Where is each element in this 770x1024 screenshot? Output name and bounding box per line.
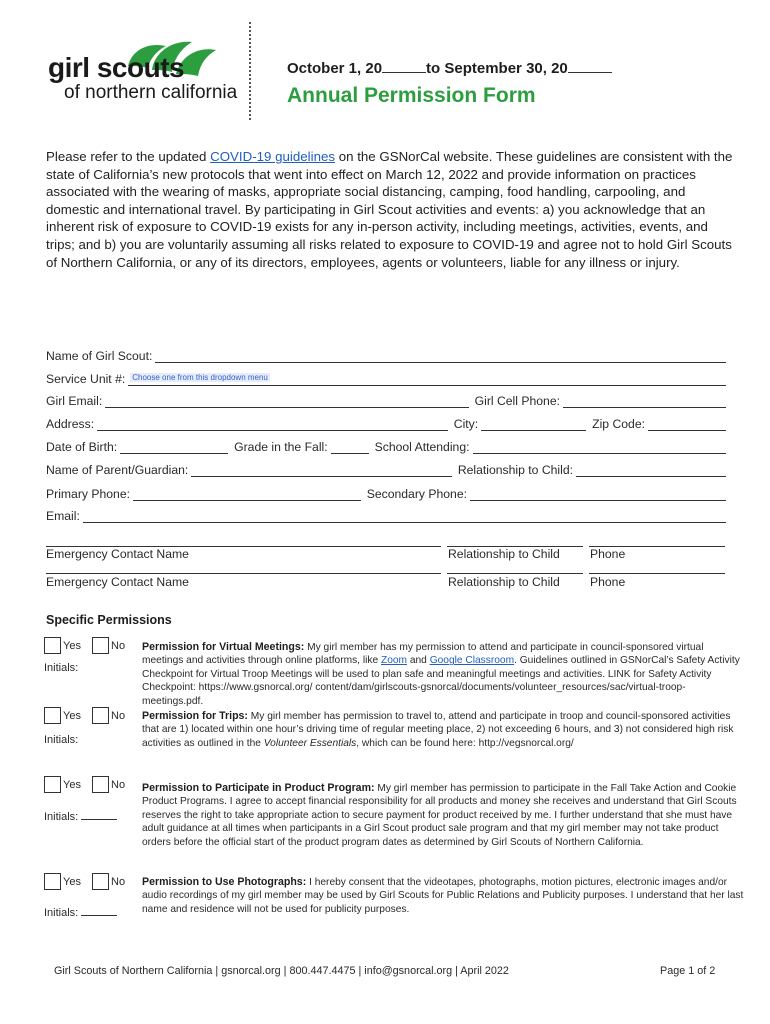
virtual-yes-label: Yes <box>63 640 81 652</box>
permission-photographs <box>142 876 746 916</box>
girl-cell-field[interactable] <box>563 395 726 408</box>
photos-initials-blank[interactable] <box>81 906 117 916</box>
row-service-unit <box>46 370 726 386</box>
virtual-initials-label: Initials: <box>44 662 79 674</box>
primary-phone-field[interactable] <box>133 488 361 501</box>
relationship-field[interactable] <box>576 464 726 477</box>
service-unit-dropdown[interactable] <box>128 372 726 386</box>
girl-name-field[interactable] <box>155 350 726 363</box>
date-start-label: October 1, 20 <box>287 60 383 77</box>
trips-initials[interactable] <box>44 734 78 746</box>
product-initials-blank[interactable] <box>81 810 117 820</box>
school-field[interactable] <box>473 441 727 454</box>
dob-field[interactable] <box>120 441 228 454</box>
email-label: Email: <box>46 509 80 523</box>
photos-no-checkbox[interactable] <box>92 873 109 890</box>
product-yes-checkbox[interactable] <box>44 776 61 793</box>
girl-email-label: Girl Email: <box>46 394 103 408</box>
form-title: Annual Permission Form <box>287 84 536 107</box>
product-no-label: No <box>111 779 126 791</box>
trips-yes-label: Yes <box>63 710 81 722</box>
address-label: Address: <box>46 417 95 431</box>
row-email <box>46 507 726 523</box>
city-label: City: <box>453 417 479 431</box>
row-parent <box>46 461 726 477</box>
virtual-title: Permission for Virtual Meetings: <box>142 641 305 653</box>
end-year-blank[interactable] <box>568 60 612 73</box>
gsnorcal-logo <box>48 36 238 106</box>
covid-notice <box>46 148 736 271</box>
grade-label: Grade in the Fall: <box>234 440 328 454</box>
virtual-text-a: My girl member has my permission to attend and participate in council-sponsored virtual meetings and activities through online platforms, like <box>142 642 704 667</box>
date-range <box>287 60 612 77</box>
virtual-initials[interactable] <box>44 662 78 674</box>
row-girl-contact <box>46 392 726 408</box>
trips-no-label: No <box>111 710 126 722</box>
zoom-link[interactable]: Zoom <box>380 655 408 667</box>
volunteer-essentials-ref: Volunteer Essentials <box>263 737 357 749</box>
row-address <box>46 415 726 431</box>
footer-contact: Girl Scouts of Northern California | gsnorcal.org | 800.447.4475 | info@gsnorcal.org | April 2022 <box>54 965 509 977</box>
trips-initials-label: Initials: <box>44 734 79 746</box>
row-birth-grade-school <box>46 438 726 454</box>
email-field[interactable] <box>83 510 726 523</box>
trips-text-b: , which can be found here: http://vegsnorcal.org/ <box>356 737 574 749</box>
relationship-label: Relationship to Child: <box>457 463 573 477</box>
secondary-phone-label: Secondary Phone: <box>366 487 467 501</box>
emergency-relationship-2-field[interactable] <box>447 573 583 574</box>
girl-name-label: Name of Girl Scout: <box>46 349 153 363</box>
trips-text-a: My girl member has permission to travel to, attend and participate in troop and council-sponsored activities that are 1) located within one hour’s driving time of regular meeting place, 2) not exceeding 6 hours, and 3) not considered high risk activities as outlined in the <box>142 711 734 749</box>
product-title: Permission to Participate in Product Program: <box>142 782 375 794</box>
emergency-phone-2-label: Phone <box>590 575 626 589</box>
virtual-no-checkbox[interactable] <box>92 637 109 654</box>
school-label: School Attending: <box>374 440 470 454</box>
photos-text: I hereby consent that the videotapes, photographs, motion pictures, electronic images and/or audio recordings of my girl member may be used by Girl Scouts for Public Relations and Publicity purposes. I understand that her last name and residence will not be used for publicity purposes. <box>142 877 744 915</box>
permission-virtual-meetings <box>142 641 746 708</box>
google-classroom-link[interactable]: Google Classroom <box>429 655 515 667</box>
intro-text-rest: on the GSNorCal website. These guidelines are consistent with the state of California’s new protocols that went into effect on March 12, 2022 and provide information on practices associated with the wearing of masks, appropriate social distancing, camping, food handling, carpooling, and domestic and international travel. By participating in Girl Scout activities and events: a) you acknowledge that an inherent risk of exposure to COVID-19 exists for any in-person activity, including meetings, activities, events, and trips; and b) you are voluntarily assuming all risks related to exposure to COVID-19 and agree not to hold Girl Scouts of Northern California, or any of its directors, employees, agents or volunteers, liable for any illness or injury. <box>46 149 733 270</box>
primary-phone-label: Primary Phone: <box>46 487 130 501</box>
product-initials-label: Initials: <box>44 811 79 823</box>
permission-product-program <box>142 782 746 849</box>
virtual-yes-checkbox[interactable] <box>44 637 61 654</box>
virtual-text-b: and <box>407 655 430 667</box>
zip-label: Zip Code: <box>592 417 645 431</box>
product-text: My girl member has permission to participate in the Fall Take Action and Cookie Product Programs. I agree to accept financial responsibility for all products and money she receives and understand that Girl Scouts reserves the right to take appropriate action to secure payment for product received by me. I further understand that she must have adult guidance at all times when participants in a Girl Scout product sale program and that my girl member may not take product orders before the official start of the product program dates as determined by Girl Scouts of Northern California. <box>142 783 737 848</box>
trips-title: Permission for Trips: <box>142 710 248 722</box>
photos-initials-label: Initials: <box>44 907 79 919</box>
emergency-name-2-label: Emergency Contact Name <box>46 575 189 589</box>
girl-email-field[interactable] <box>105 395 468 408</box>
parent-field[interactable] <box>191 464 452 477</box>
header-divider <box>249 22 251 120</box>
secondary-phone-field[interactable] <box>470 488 726 501</box>
girl-cell-label: Girl Cell Phone: <box>474 394 560 408</box>
logo-text-girl-scouts: girl scouts <box>48 52 185 83</box>
photos-yes-label: Yes <box>63 876 81 888</box>
photos-yes-checkbox[interactable] <box>44 873 61 890</box>
date-end-label: to September 30, 20 <box>426 60 568 77</box>
emergency-name-1-label: Emergency Contact Name <box>46 547 189 561</box>
emergency-name-2-field[interactable] <box>46 573 441 574</box>
trips-no-checkbox[interactable] <box>92 707 109 724</box>
virtual-text-c: . Guidelines outlined in GSNorCal’s Safety Activity Checkpoint for Virtual Troop Meetings will be used to plan safe and meaningful meetings and activities. LINK for Safety Activity Checkpoint: https://www.gsnorcal.org/ content/dam/girlscouts-gsnorcal/documents/volunteer_resources/sac/virtual-troop-meetings.pdf. <box>142 655 740 707</box>
address-field[interactable] <box>97 418 448 431</box>
row-phones <box>46 485 726 501</box>
photos-no-label: No <box>111 876 126 888</box>
product-initials[interactable] <box>44 810 117 823</box>
dob-label: Date of Birth: <box>46 440 118 454</box>
product-yes-label: Yes <box>63 779 81 791</box>
city-field[interactable] <box>481 418 586 431</box>
emergency-relationship-2-label: Relationship to Child <box>448 575 560 589</box>
grade-field[interactable] <box>331 441 369 454</box>
emergency-phone-2-field[interactable] <box>589 573 725 574</box>
product-no-checkbox[interactable] <box>92 776 109 793</box>
photos-title: Permission to Use Photographs: <box>142 876 307 888</box>
virtual-no-label: No <box>111 640 126 652</box>
logo-text-region: of northern california <box>64 82 238 103</box>
page-number: Page 1 of 2 <box>660 965 716 977</box>
service-unit-label: Service Unit #: <box>46 372 126 386</box>
start-year-blank[interactable] <box>382 60 426 73</box>
zip-field[interactable] <box>648 418 726 431</box>
photos-initials[interactable] <box>44 906 117 919</box>
intro-text-start: Please refer to the updated <box>46 149 211 164</box>
service-unit-placeholder: Choose one from this dropdown menu <box>132 373 268 382</box>
trips-yes-checkbox[interactable] <box>44 707 61 724</box>
emergency-phone-1-label: Phone <box>590 547 626 561</box>
row-girl-name <box>46 347 726 363</box>
emergency-relationship-1-label: Relationship to Child <box>448 547 560 561</box>
permission-trips <box>142 710 746 750</box>
covid-guidelines-link[interactable]: COVID-19 guidelines <box>210 149 336 164</box>
specific-permissions-heading: Specific Permissions <box>46 613 172 627</box>
parent-label: Name of Parent/Guardian: <box>46 463 189 477</box>
